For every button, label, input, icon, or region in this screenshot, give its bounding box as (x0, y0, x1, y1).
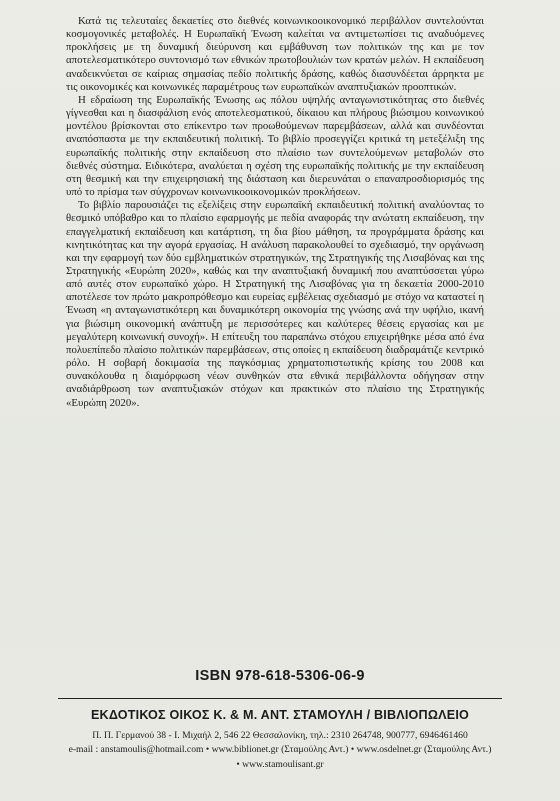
isbn-number: ISBN 978-618-5306-06-9 (195, 668, 365, 684)
blurb-paragraph-2: Η εδραίωση της Ευρωπαϊκής Ένωσης ως πόλου υψηλής ανταγωνιστικότητας στο διεθνές γίγνεσθαι και η διασφάλιση ενός αποτελεσματικού, δίκαιου και πλήρους βιώσιμου κοινωνικού μοντέλου βρίσκονται στο επίκεντρο των προωθούμενων παρεμβάσεων, αλλά και συνδέονται αναπόσπαστα με την εκπαιδευτική πολιτική. Το βιβλίο προσεγγίζει κριτικά τη μετεξέλιξη της ευρωπαϊκής πολιτικής στην εκπαίδευση στο πλαίσιο των συντελούμενων μεταβολών στο διεθνές σύστημα. Ειδικότερα, αναλύεται η σχέση της ευρωπαϊκής πολιτικής με την εκπαίδευση στη θεσμική και την επιχειρησιακή της διάσταση και διερευνάται ο επαναπροσδιορισμός της υπό το πρίσμα των σύγχρονων κοινωνικοοικονομικών προκλήσεων. (66, 93, 484, 199)
blurb-paragraph-3: Το βιβλίο παρουσιάζει τις εξελίξεις στην ευρωπαϊκή εκπαιδευτική πολιτική αναλύοντας το θεσμικό υπόβαθρο και το πλαίσιο εφαρμογής με πεδία αναφοράς την ανώτατη εκπαίδευση, την επαγγελματική εκπαίδευση και κατάρτιση, τη δια βίου μάθηση, τα προγράμματα δράσης και κινητικότητας και την αγορά εργασίας. Η ανάλυση παρακολουθεί το σχεδιασμό, την οργάνωση και την εφαρμογή των δύο εμβληματικών στρατηγικών, της Στρατηγικής της Λισαβόνας και της Στρατηγικής «Ευρώπη 2020», καθώς και την αναπτυξιακή δυναμική που αναπτύσσεται γύρω από αυτές στον ευρωπαϊκό χώρο. Η Στρατηγική της Λισαβόνας για τη δεκαετία 2000-2010 αποτέλεσε τον πρώτο μακροπρόθεσμο και ευρείας εμβέλειας σχεδιασμό με στόχο να καταστεί η Ένωση «η ανταγωνιστικότερη και δυναμικότερη οικονομία της γνώσης ανά την υφήλιο, ικανή για βιώσιμη οικονομική ανάπτυξη με περισσότερες και καλύτερες θέσεις εργασίας και με μεγαλύτερη κοινωνική συνοχή». Η επίτευξη του παραπάνω στόχου επιχειρήθηκε μέσα από ένα πολυεπίπεδο πλαίσιο πολιτικών παρεμβάσεων, στις οποίες η εκπαίδευση διαδραμάτιζε κεντρικό ρόλο. Η σοβαρή δοκιμασία της παγκόσμιας χρηματοπιστωτικής κρίσης του 2008 και συνακόλουθα η διαμόρφωση νέων συνθηκών στα εθνικά περιβάλλοντα οδήγησαν στην αναδιάρθρωση των αναπτυξιακών στόχων και πρακτικών στο πλαίσιο της Στρατηγικής «Ευρώπη 2020». (66, 199, 484, 409)
back-cover-blurb (66, 15, 484, 410)
publisher-name: ΕΚΔΟΤΙΚΟΣ ΟΙΚΟΣ Κ. & Μ. ΑΝΤ. ΣΤΑΜΟΥΛΗ / ΒΙΒΛΙΟΠΩΛΕΙΟ (90, 708, 470, 722)
publisher-website: • www.stamoulisant.gr (236, 759, 324, 770)
divider-line (58, 698, 502, 699)
blurb-paragraph-1: Κατά τις τελευταίες δεκαετίες στο διεθνές κοινωνικοοικονομικό περιβάλλον συντελούνται κοσμογονικές μεταβολές. Η Ευρωπαϊκή Ένωση καλείται να αντιμετωπίσει τις αναδυόμενες προκλήσεις με τη δυναμική διεύρυνση και εμβάθυνση των πολιτικών της και με τον αποτελεσματικότερο συντονισμό των εθνικών πρωτοβουλιών των κρατών μελών. Η εκπαίδευση αναδεικνύεται σε καίριας σημασίας πεδίο πολιτικής δράσης, καθώς διασυνδέεται άρρηκτα με τις οικονομικές και κοινωνικές παραμέτρους των ευρωπαϊκών αναπτυξιακών προοπτικών. (66, 15, 484, 93)
publisher-address: Π. Π. Γερμανού 38 - Ι. Μιχαήλ 2, 546 22 Θεσσαλονίκη, τηλ.: 2310 264748, 900777, 6946461460 (92, 730, 468, 741)
publisher-email-websites: e-mail : anstamoulis@hotmail.com • www.biblionet.gr (Σταμούλης Αντ.) • www.osdelnet.gr (Σταμούλης Αντ.) (68, 744, 492, 755)
